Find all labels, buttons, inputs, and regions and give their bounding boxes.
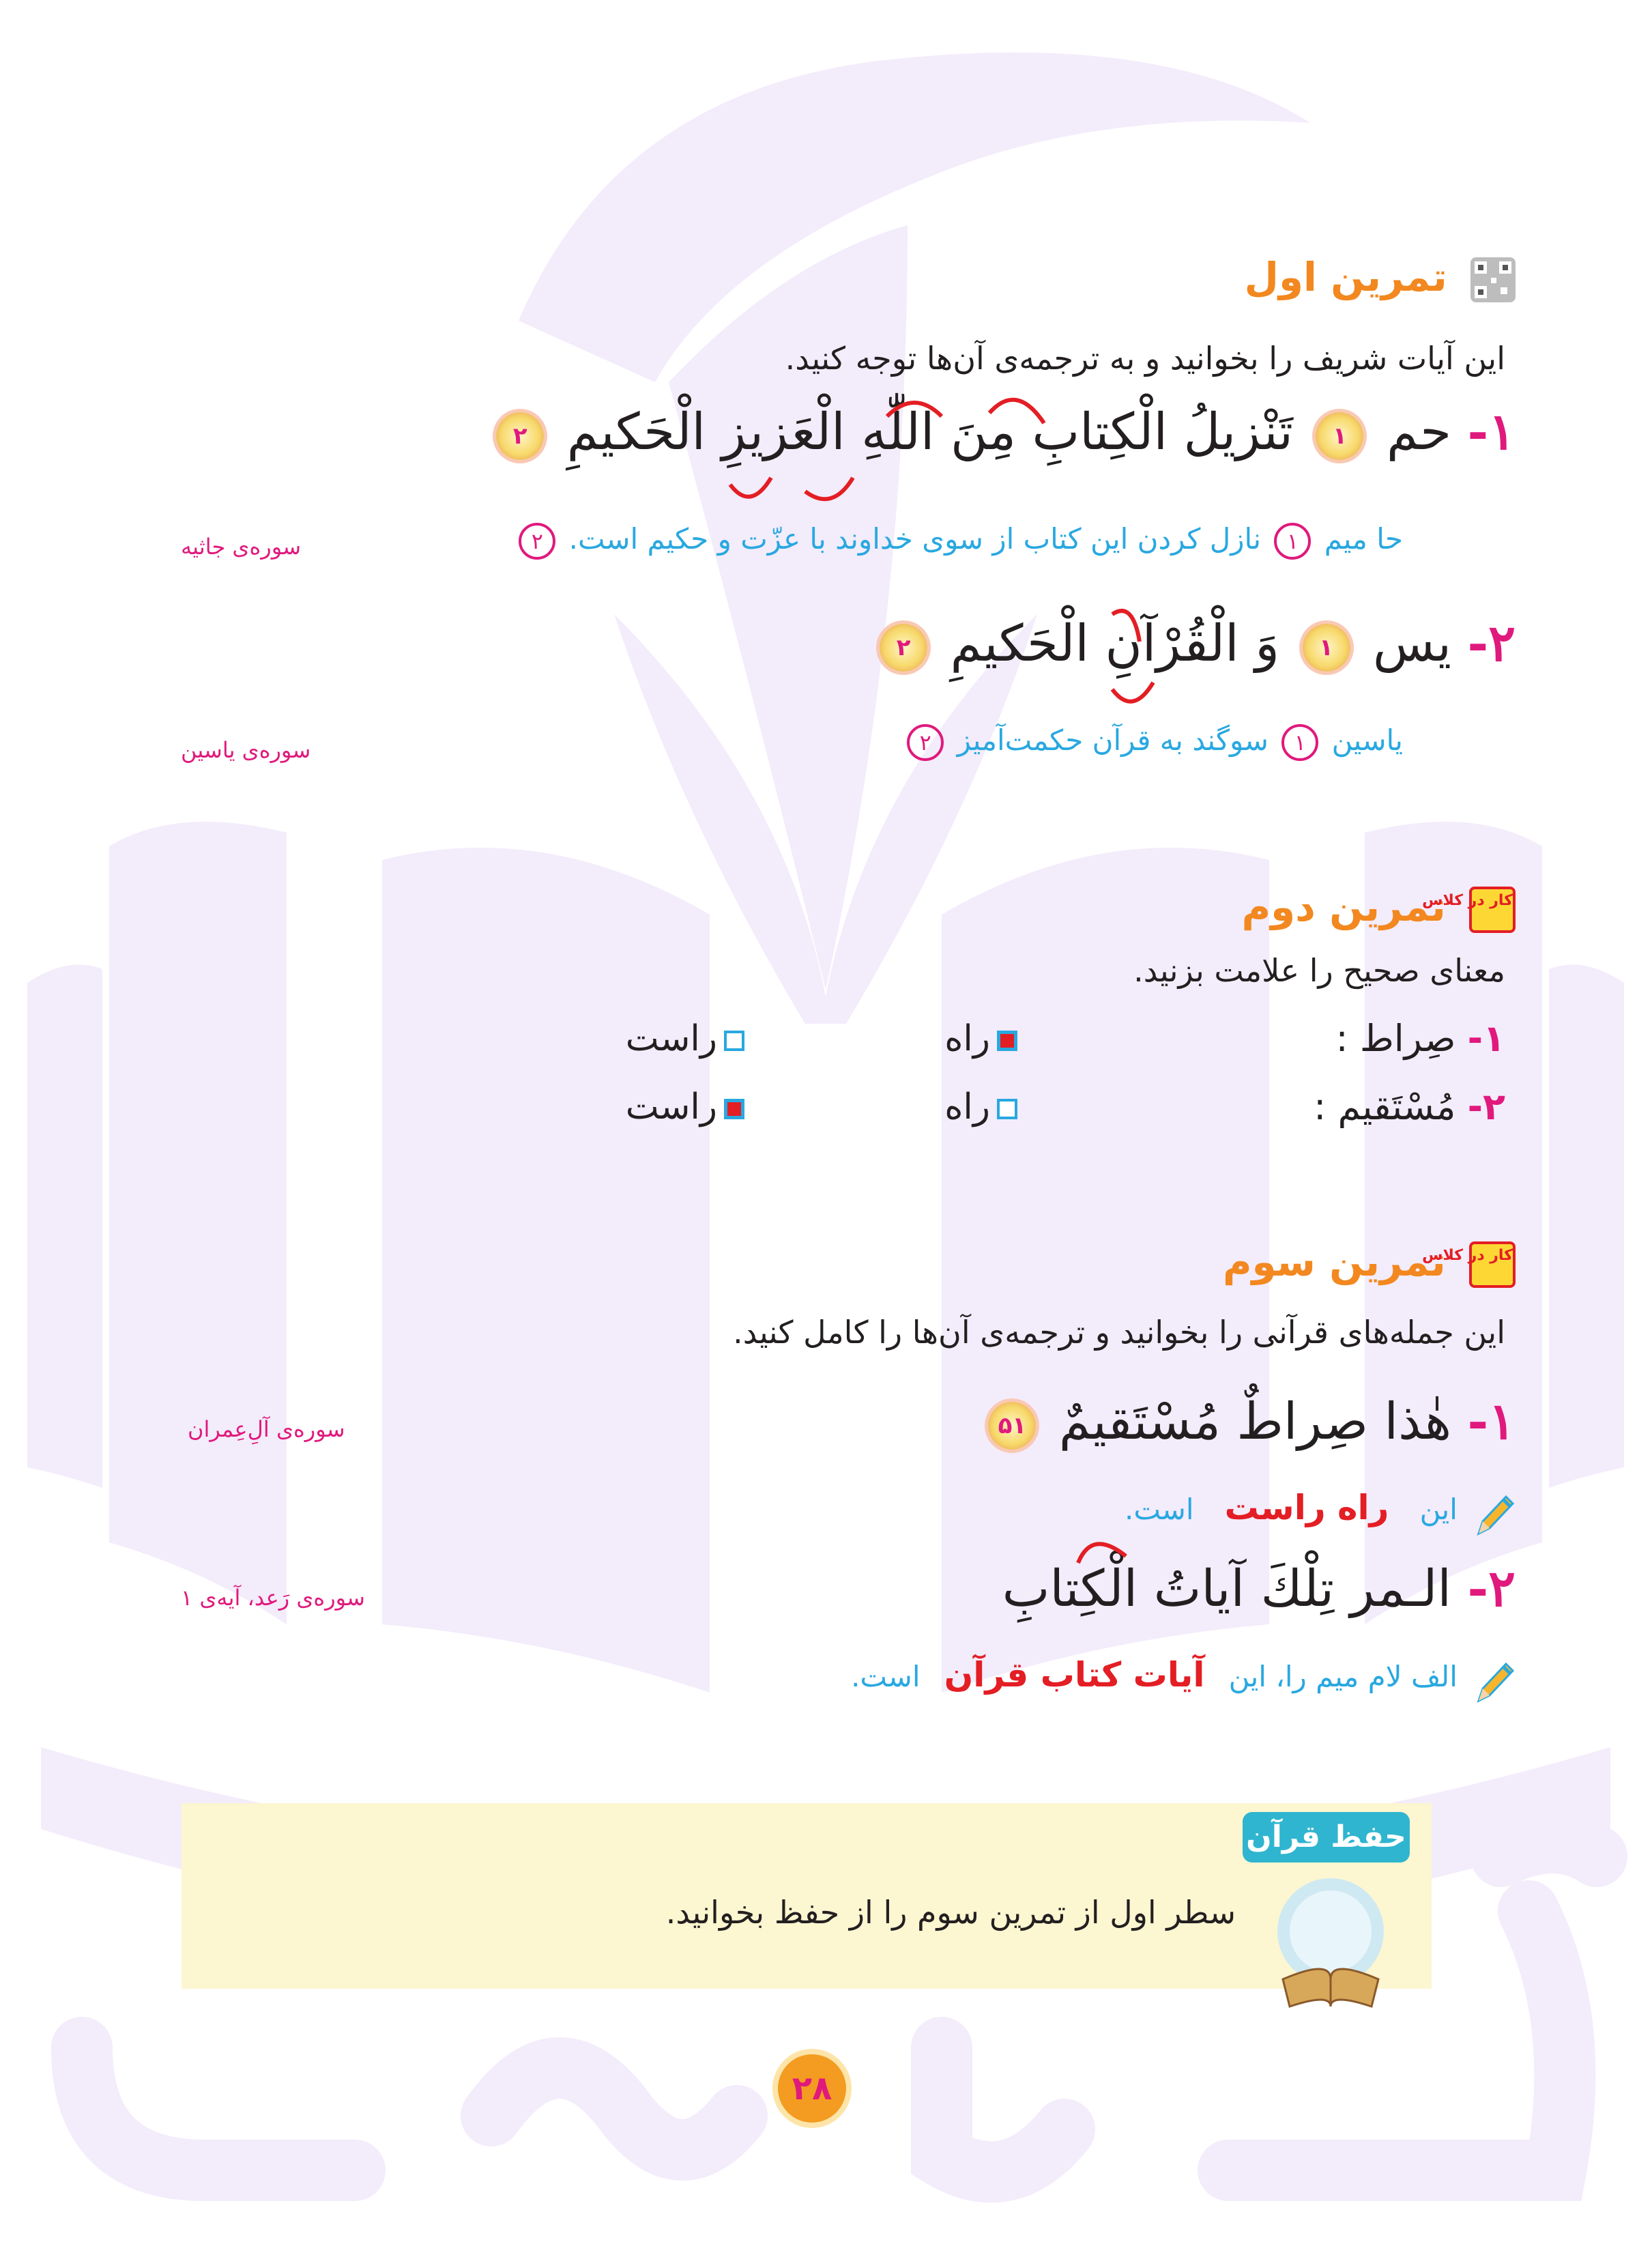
exercise1-title: تمرین اول	[1244, 254, 1447, 300]
item1-number-icon: ۵۱	[988, 1402, 1036, 1450]
exercise3-item1-fill[interactable]: این راه راست است.	[1125, 1488, 1516, 1542]
checkbox-unchecked-icon[interactable]	[997, 1099, 1017, 1119]
qr-code-icon[interactable]	[1470, 257, 1516, 302]
liaison-arrows-verse2	[1071, 587, 1235, 723]
verse1-part1: حم	[1387, 403, 1451, 461]
exercise2-instruction: معنای صحیح را علامت بزنید.	[1133, 952, 1505, 989]
exercise2-row2-option1[interactable]: راه	[944, 1087, 1017, 1127]
verse1-number1-icon: ۱	[1316, 412, 1363, 460]
exercise3-item2-verse: ۲- الـمر تِلْكَ آياتُ الْكِتابِ	[1002, 1559, 1516, 1618]
verse1-surah: سوره‌ی جاثیه	[181, 534, 302, 560]
verse2-number2-icon: ۲	[880, 624, 927, 672]
pencil-icon	[1473, 1491, 1516, 1542]
verse2-part2: وَ الْقُرْآنِ الْحَكيمِ	[950, 614, 1279, 673]
verse1-translation: حا میم ۱ نازل کردن این کتاب از سوی خداوند با عزّت و حکیم است. ۲	[515, 522, 1403, 560]
item2-surah: سوره‌ی رَعد، آیه‌ی ۱	[181, 1585, 365, 1611]
exercise3-title: تمرین سوم	[1222, 1239, 1446, 1285]
exercise3-item1-verse: ۱- هٰذا صِراطٌ مُسْتَقيمٌ ۵۱	[981, 1392, 1516, 1451]
liaison-arrows-verse1	[696, 382, 1078, 519]
hifz-label: حفظ قرآن	[1243, 1812, 1410, 1863]
exercise1-header	[1245, 254, 1516, 302]
page-number: ۲۸	[778, 2054, 846, 2123]
class-work-badge-icon: کار در کلاس	[1469, 887, 1516, 933]
exercise2-row1-option2[interactable]: راست	[626, 1018, 744, 1059]
verse2-index: ۲-	[1467, 614, 1516, 673]
exercise3-header	[1223, 1239, 1516, 1288]
verse2-translation: یاسین ۱ سوگند به قرآن حکمت‌آمیز ۲	[903, 723, 1403, 761]
pencil-icon	[1473, 1658, 1516, 1709]
exercise2-row1-option1[interactable]: راه	[944, 1018, 1017, 1059]
checkbox-checked-icon[interactable]	[724, 1099, 744, 1119]
verse1-number2-icon: ۲	[496, 412, 544, 460]
verse2-number1-icon: ۱	[1303, 624, 1350, 672]
item2-answer[interactable]: آیات کتاب قرآن	[944, 1655, 1205, 1695]
exercise1-instruction: این آیات شریف را بخوانید و به ترجمه‌ی آن‌ها توجه کنید.	[785, 340, 1505, 377]
verse2-part1: یس	[1373, 614, 1451, 673]
exercise3-item2-fill[interactable]: الف لام میم را، این آیات کتاب قرآن است.	[851, 1655, 1516, 1709]
class-work-badge-icon: کار در کلاس	[1469, 1241, 1516, 1288]
verse2-surah: سوره‌ی یاسین	[181, 737, 311, 763]
exercise2-title: تمرین دوم	[1241, 884, 1446, 930]
verse1-index: ۱-	[1467, 403, 1516, 461]
exercise2-row2-word: ۲- مُسْتَقيم :	[1314, 1085, 1505, 1128]
checkbox-checked-icon[interactable]	[997, 1031, 1017, 1051]
exercise2-header	[1242, 884, 1516, 933]
exercise2-row1-word: ۱- صِراط :	[1335, 1017, 1505, 1060]
item1-surah: سوره‌ی آلِ‌عِمران	[188, 1416, 345, 1442]
item1-answer[interactable]: راه راست	[1224, 1488, 1389, 1527]
exercise2-row2-option2[interactable]: راست	[626, 1087, 744, 1127]
verse1-part2: تَنْزيلُ الْكِتابِ مِنَ اللّٰهِ الْعَزيزِ الْحَكيمِ	[566, 403, 1293, 461]
checkbox-unchecked-icon[interactable]	[724, 1031, 744, 1051]
exercise3-instruction: این جمله‌های قرآنی را بخوانید و ترجمه‌ی آن‌ها را کامل کنید.	[733, 1314, 1505, 1351]
quran-book-icon	[1269, 1877, 1392, 2013]
liaison-arrow-item2	[1064, 1522, 1146, 1577]
hifz-text: سطر اول از تمرین سوم را از حفظ بخوانید.	[665, 1894, 1236, 1931]
